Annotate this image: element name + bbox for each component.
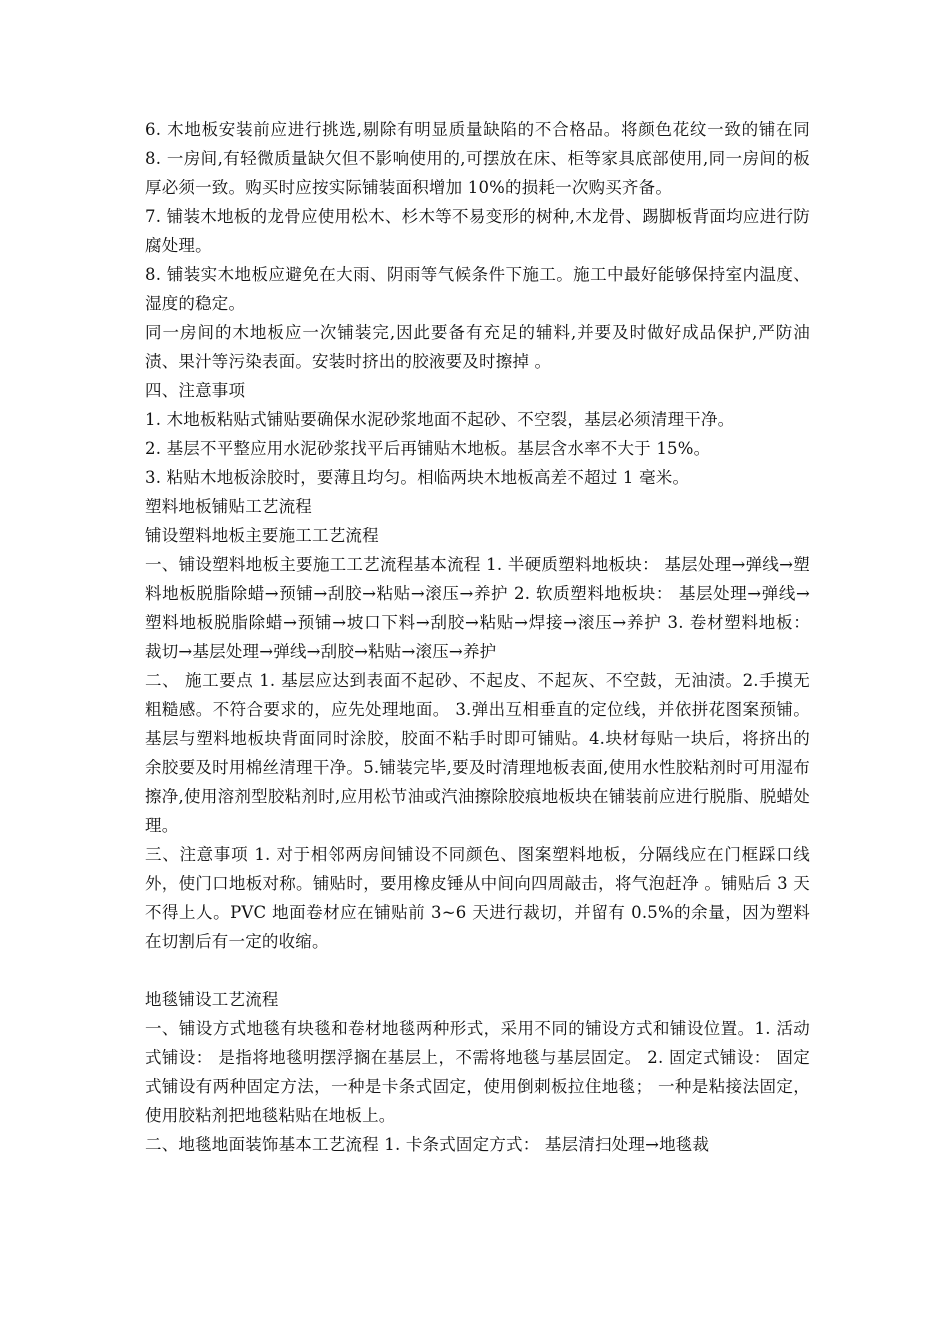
carpet-basic-process: 二、地毯地面装饰基本工艺流程 1. 卡条式固定方式： 基层清扫处理→地毯裁: [145, 1135, 710, 1154]
blank-line: [145, 956, 810, 985]
section-heading-notes: 四、注意事项: [145, 381, 246, 400]
carpet-laying-methods: 一、铺设方式地毯有块毯和卷材地毯两种形式，采用不同的铺设方式和铺设位置。1. 活动式铺设： 是指将地毯明摆浮搁在基层上，不需将地毯与基层固定。 2. 固定式铺设： 固定式铺设有两种固定方法，一种是卡条式固定，使用倒刺板拉住地毯； 一种是粘接法固定，使用胶粘剂把地毯粘贴在地板上。: [145, 1019, 810, 1125]
paragraph-item-6: 6. 木地板安装前应进行挑选,剔除有明显质量缺陷的不合格品。将颜色花纹一致的铺在同 8. 一房间,有轻微质量缺欠但不影响使用的,可摆放在床、柜等家具底部使用,同一房间的板厚必须一致。购买时应按实际铺装面积增加 10%的损耗一次购买齐备。: [145, 120, 810, 197]
paragraph-item-7: 7. 铺装木地板的龙骨应使用松木、杉木等不易变形的树种,木龙骨、踢脚板背面均应进行防腐处理。: [145, 207, 810, 255]
notes-item-2: 2. 基层不平整应用水泥砂浆找平后再铺贴木地板。基层含水率不大于 15%。: [145, 439, 711, 458]
notes-item-1: 1. 木地板粘贴式铺贴要确保水泥砂浆地面不起砂、不空裂，基层必须清理干净。: [145, 410, 735, 429]
heading-carpet: 地毯铺设工艺流程: [145, 990, 279, 1009]
subheading-plastic-floor-process: 铺设塑料地板主要施工工艺流程: [145, 526, 379, 545]
paragraph-same-room: 同一房间的木地板应一次铺装完,因此要备有充足的辅料,并要及时做好成品保护,严防油渍、果汁等污染表面。安装时挤出的胶液要及时擦掉 。: [145, 323, 810, 371]
paragraph-item-8: 8. 铺装实木地板应避免在大雨、阴雨等气候条件下施工。施工中最好能够保持室内温度、湿度的稳定。: [145, 265, 810, 313]
plastic-construction-points: 二、 施工要点 1. 基层应达到表面不起砂、不起皮、不起灰、不空鼓，无油渍。2.手摸无粗糙感。不符合要求的，应先处理地面。 3.弹出互相垂直的定位线，并依拼花图案预铺。 基层与塑料地板块背面同时涂胶，胶面不粘手时即可铺贴。4.块材每贴一块后，将挤出的余胶要及时用棉丝清理干净。5.铺装完毕,要及时清理地板表面,使用水性胶粘剂时可用湿布擦净,使用溶剂型胶粘剂时,应用松节油或汽油擦除胶痕地板块在铺装前应进行脱脂、脱蜡处理。: [145, 671, 810, 835]
plastic-process-basic-flow: 一、铺设塑料地板主要施工工艺流程基本流程 1. 半硬质塑料地板块： 基层处理→弹线→塑料地板脱脂除蜡→预铺→刮胶→粘贴→滚压→养护 2. 软质塑料地板块： 基层处理→弹线→塑料地板脱脂除蜡→预铺→坡口下料→刮胶→粘贴→焊接→滚压→养护 3. 卷材塑料地板： 裁切→基层处理→弹线→刮胶→粘贴→滚压→养护: [145, 555, 810, 661]
notes-item-3: 3. 粘贴木地板涂胶时，要薄且均匀。相临两块木地板高差不超过 1 毫米。: [145, 468, 690, 487]
plastic-notes: 三、注意事项 1. 对于相邻两房间铺设不同颜色、图案塑料地板，分隔线应在门框踩口线外，使门口地板对称。铺贴时，要用橡皮锤从中间向四周敲击，将气泡赶净 。铺贴后 3 天不得上人。PVC 地面卷材应在铺贴前 3~6 天进行裁切，并留有 0.5%的余量，因为塑料在切割后有一定的收缩。: [145, 845, 810, 951]
heading-plastic-floor: 塑料地板铺贴工艺流程: [145, 497, 312, 516]
document-body: [145, 115, 810, 1159]
